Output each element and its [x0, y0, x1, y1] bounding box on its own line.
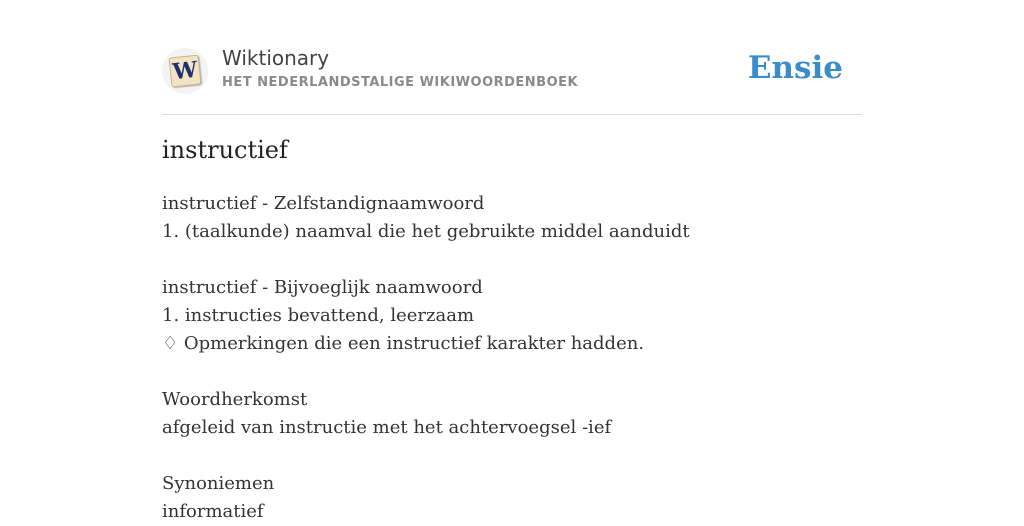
logo-letter: W [171, 56, 199, 86]
adjective-definition: 1. instructies bevattend, leerzaam [162, 305, 475, 326]
logo-tile [169, 55, 202, 88]
etymology-heading: Woordherkomst [162, 389, 308, 410]
site-subtitle: HET NEDERLANDSTALIGE WIKIWOORDENBOEK [222, 75, 579, 90]
page-title: instructief [162, 136, 288, 164]
synonym-item: informatief [162, 501, 264, 522]
ensie-brand-link[interactable]: Ensie [747, 50, 843, 86]
spacer [162, 442, 862, 470]
noun-heading: instructief - Zelfstandignaamwoord [162, 193, 485, 214]
site-header [162, 44, 862, 115]
adjective-example: ♢ Opmerkingen die een instructief karakter hadden. [162, 333, 645, 354]
site-name[interactable]: Wiktionary [222, 46, 330, 70]
spacer [162, 246, 862, 274]
spacer [162, 358, 862, 386]
adjective-heading: instructief - Bijvoeglijk naamwoord [162, 277, 483, 298]
wiktionary-logo-icon[interactable] [162, 48, 208, 94]
synonyms-heading: Synoniemen [162, 473, 275, 494]
noun-definition: 1. (taalkunde) naamval die het gebruikte middel aanduidt [162, 221, 690, 242]
entry-content [162, 190, 862, 526]
etymology-text: afgeleid van instructie met het achtervoegsel -ief [162, 417, 612, 438]
